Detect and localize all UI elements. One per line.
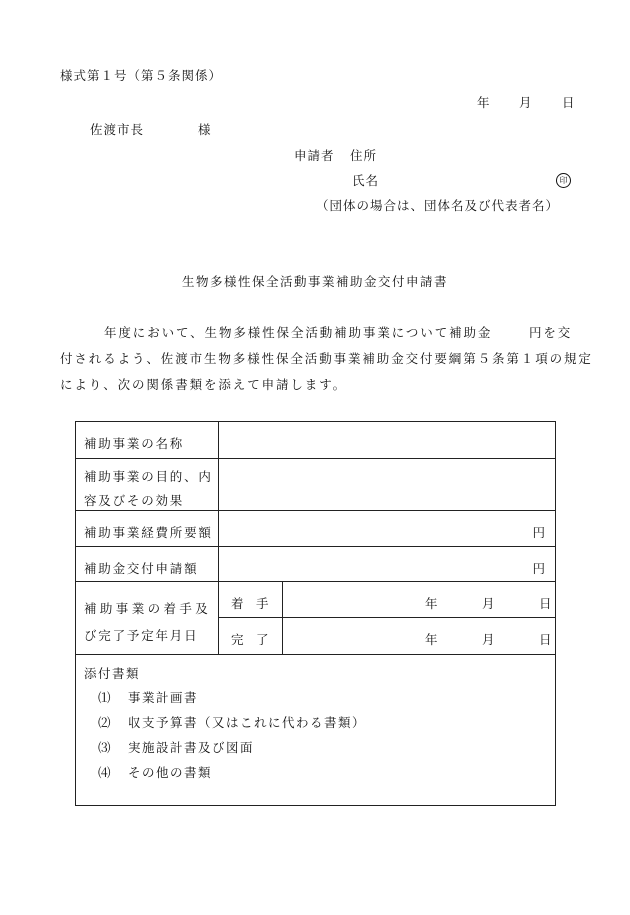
applicant-label: 申請者 [294,148,335,163]
seal-mark: 印 [556,173,571,188]
statement-line-1a: 年度において、生物多様性保全活動補助事業について補助金 [104,325,493,340]
address-label: 住所 [350,148,378,163]
date-month: 月 [519,95,532,110]
schedule-label-line-1: 補助事業の着手及 [84,601,212,616]
statement-line-1 [60,320,580,346]
attachment-item-1 [98,688,198,706]
attachment-text-2: 収支予算書（又はこれに代わる書類） [128,715,367,730]
end-label: 完 了 [231,632,269,647]
name-label: 氏名 [352,173,380,188]
cost-label: 補助事業経費所要額 [84,525,213,540]
end-date-field[interactable] [283,618,555,654]
document-title: 生物多様性保全活動事業補助金交付申請書 [181,274,448,289]
row-schedule [76,582,555,655]
addressee-honorific: 様 [198,122,211,137]
row-project-cost [76,511,555,547]
attachments-title: 添付書類 [84,666,141,681]
grant-field[interactable] [219,547,555,581]
date-day: 日 [562,95,575,110]
project-name-label-cell [76,422,219,458]
row-project-name [76,422,555,459]
end-label-cell [219,618,283,654]
row-grant-amount [76,547,555,582]
statement-line-3: により、次の関係書類を添えて申請します。 [60,377,348,392]
start-label: 着 手 [231,596,269,611]
attachment-text-4: その他の書類 [128,765,213,780]
grant-label: 補助金交付申請額 [84,561,199,576]
application-table [75,421,556,806]
schedule-label-cell [76,582,219,654]
date-year: 年 [477,95,490,110]
purpose-label-line-2: 容及びその効果 [84,493,185,508]
form-number: 様式第１号（第５条関係） [60,68,223,83]
attachment-num-2: ⑵ [98,715,111,730]
start-day: 日 [539,596,552,611]
purpose-label-line-1: 補助事業の目的、内 [84,469,213,484]
cost-label-cell [76,511,219,546]
start-date-field[interactable] [283,582,555,617]
purpose-field[interactable] [219,459,555,510]
row-purpose [76,459,555,511]
start-label-cell [219,582,283,617]
addressee-name: 佐渡市長 [90,122,145,137]
schedule-start-row [219,582,555,618]
cost-unit: 円 [532,525,545,540]
schedule-label-line-2: び完了予定年月日 [84,628,199,643]
grant-unit: 円 [532,561,545,576]
start-year: 年 [425,596,438,611]
attachment-item-2 [98,713,366,731]
application-statement [60,320,593,398]
schedule-end-row [219,618,555,654]
attachment-num-1: ⑴ [98,690,111,705]
attachment-item-4 [98,763,212,781]
attachment-text-1: 事業計画書 [128,690,199,705]
project-name-label: 補助事業の名称 [84,436,185,451]
statement-line-1b: 円を交 [529,325,573,340]
cost-field[interactable] [219,511,555,546]
attachment-num-3: ⑶ [98,740,111,755]
statement-line-2: 付されるよう、佐渡市生物多様性保全活動事業補助金交付要綱第５条第１項の規定 [60,351,593,366]
attachment-text-3: 実施設計書及び図面 [128,740,255,755]
end-year: 年 [425,632,438,647]
project-name-field[interactable] [219,422,555,458]
start-month: 月 [482,596,495,611]
end-day: 日 [539,632,552,647]
group-note: （団体の場合は、団体名及び代表者名） [316,198,560,213]
purpose-label-cell [76,459,219,510]
grant-label-cell [76,547,219,581]
end-month: 月 [482,632,495,647]
attachment-num-4: ⑷ [98,765,111,780]
attachment-item-3 [98,738,254,756]
